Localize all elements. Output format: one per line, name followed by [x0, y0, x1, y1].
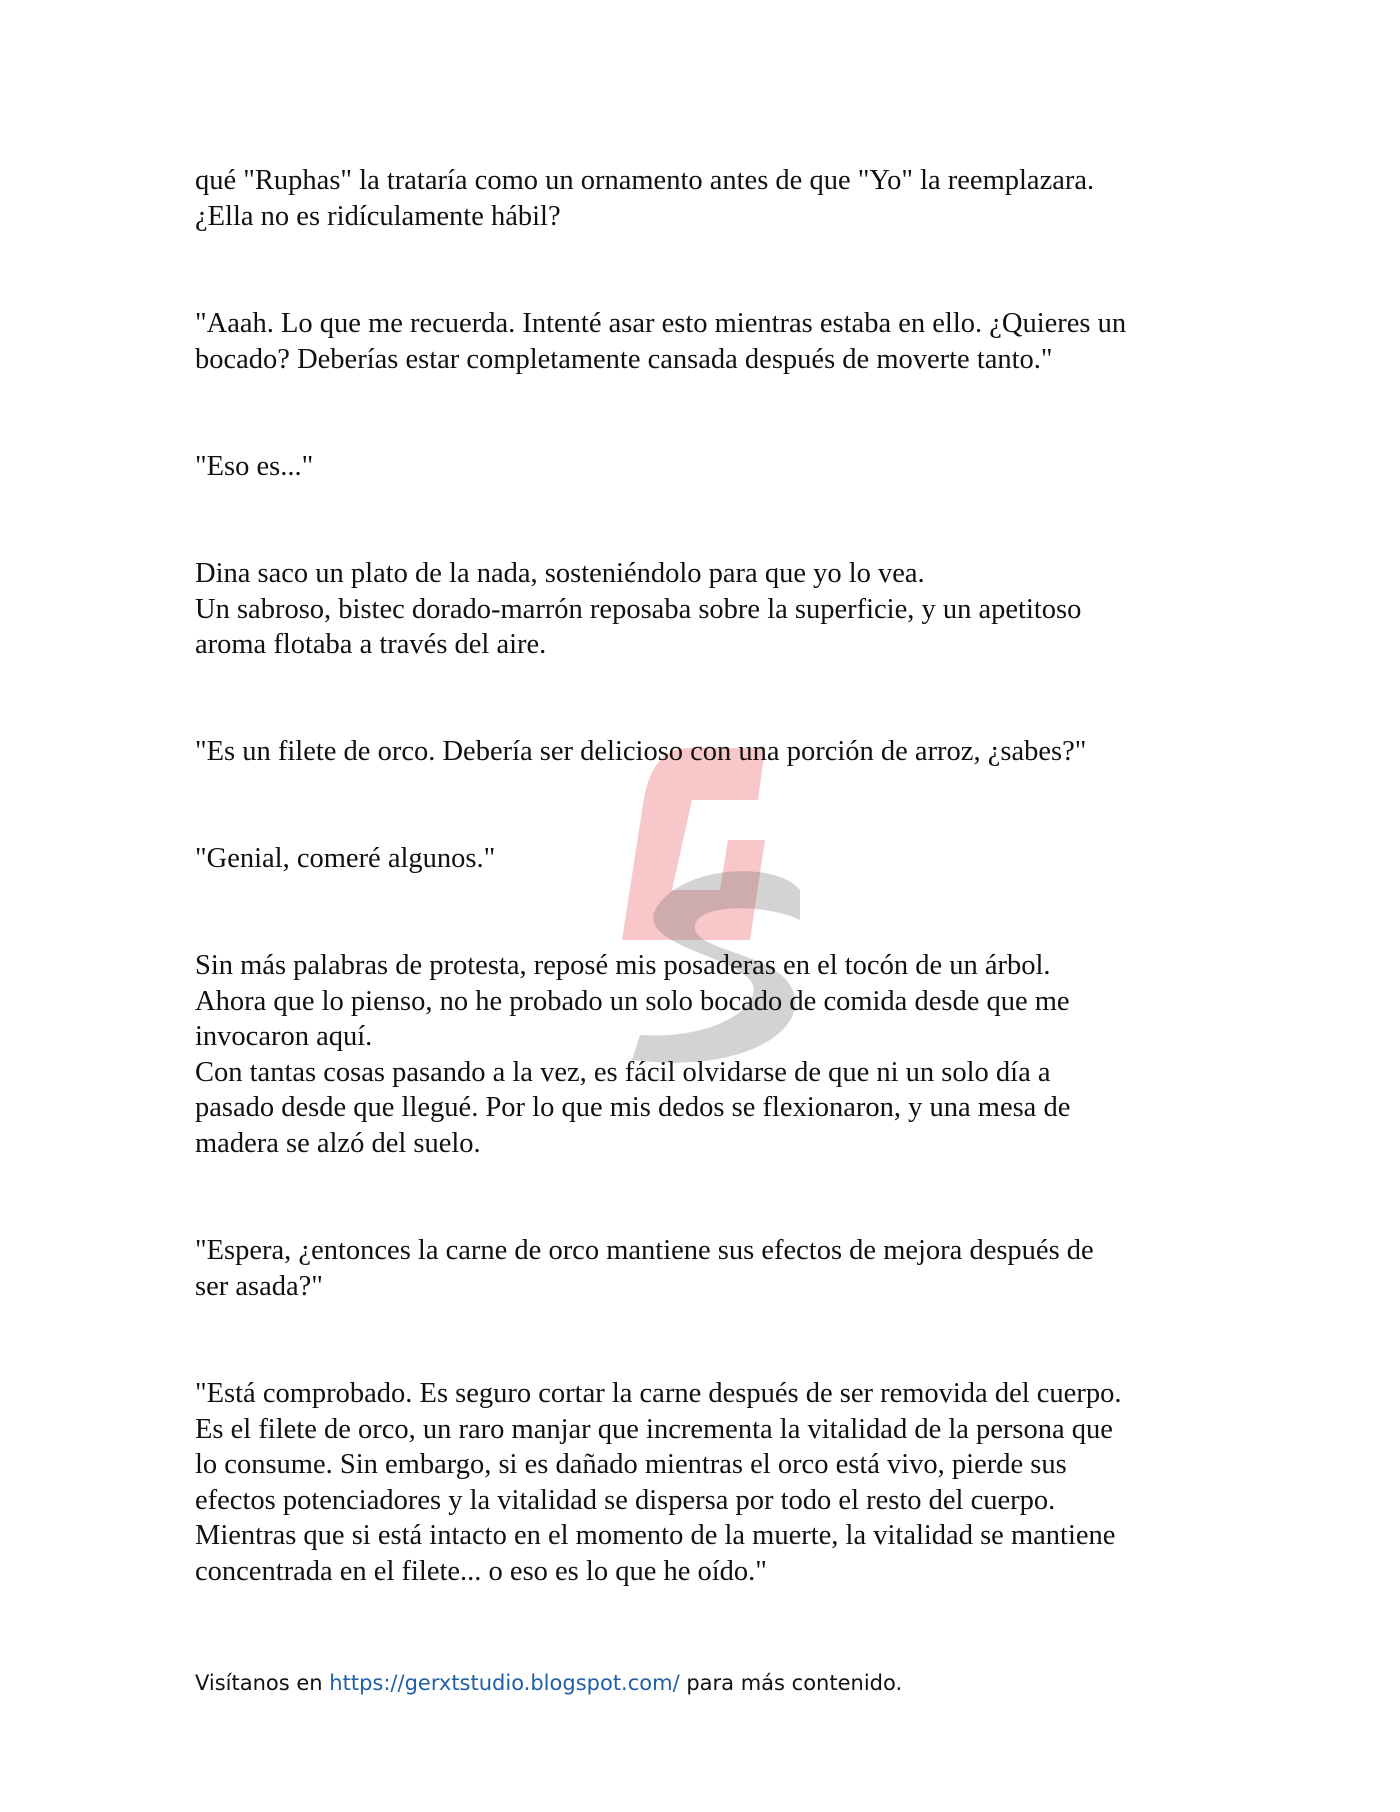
paragraph — [195, 449, 313, 485]
text-line: invocaron aquí. — [195, 1021, 373, 1053]
blog-link[interactable]: https://gerxtstudio.blogspot.com/ — [329, 1671, 680, 1695]
text-line: Dina saco un plato de la nada, sosteniéndolo para que yo lo vea. — [195, 558, 925, 589]
text-line: Mientras que si está intacto en el momento de la muerte, la vitalidad se mantiene — [195, 1520, 1116, 1552]
text-line: ¿Ella no es ridículamente hábil? — [195, 200, 561, 232]
text-line: Con tantas cosas pasando a la vez, es fácil olvidarse de que ni un solo día a — [195, 1056, 1051, 1088]
footer-note — [195, 1669, 902, 1697]
text-line: "Aaah. Lo que me recuerda. Intenté asar esto mientras estaba en ello. ¿Quieres un — [195, 308, 1127, 339]
text-line: lo consume. Sin embargo, si es dañado mientras el orco está vivo, pierde sus — [195, 1449, 1067, 1481]
paragraph — [195, 306, 1126, 377]
text-line: aroma flotaba a través del aire. — [195, 629, 547, 661]
text-line: "Es un filete de orco. Debería ser delicioso con una porción de arroz, ¿sabes?" — [195, 736, 1087, 767]
footer-prefix: Visítanos en — [195, 1671, 330, 1695]
text-line: "Genial, comeré algunos." — [195, 843, 496, 874]
paragraph — [195, 163, 1094, 234]
paragraph — [195, 1233, 1094, 1304]
text-line: efectos potenciadores y la vitalidad se dispersa por todo el resto del cuerpo. — [195, 1484, 1056, 1516]
footer-suffix: para más contenido. — [679, 1671, 903, 1695]
paragraph — [195, 1376, 1121, 1590]
text-line: Un sabroso, bistec dorado-marrón reposaba sobre la superficie, y un apetitoso — [195, 593, 1082, 625]
text-line: madera se alzó del suelo. — [195, 1127, 481, 1159]
text-line: qué "Ruphas" la trataría como un ornamento antes de que "Yo" la reemplazara. — [195, 165, 1095, 196]
text-line: ser asada?" — [195, 1270, 323, 1302]
paragraph — [195, 556, 1081, 663]
paragraph — [195, 841, 495, 877]
text-line: concentrada en el filete... o eso es lo que he oído." — [195, 1555, 767, 1587]
text-line: "Está comprobado. Es seguro cortar la carne después de ser removida del cuerpo. — [195, 1378, 1122, 1409]
text-line: bocado? Deberías estar completamente cansada después de moverte tanto." — [195, 343, 1053, 375]
text-line: Sin más palabras de protesta, reposé mis posaderas en el tocón de un árbol. — [195, 950, 1051, 981]
text-line: Es el filete de orco, un raro manjar que incrementa la vitalidad de la persona que — [195, 1413, 1113, 1445]
paragraph — [195, 948, 1070, 1162]
text-line: "Espera, ¿entonces la carne de orco mantiene sus efectos de mejora después de — [195, 1235, 1094, 1266]
text-line: pasado desde que llegué. Por lo que mis dedos se flexionaron, y una mesa de — [195, 1092, 1071, 1124]
text-line: "Eso es..." — [195, 451, 314, 482]
paragraph — [195, 734, 1086, 770]
text-line: Ahora que lo pienso, no he probado un solo bocado de comida desde que me — [195, 985, 1070, 1017]
